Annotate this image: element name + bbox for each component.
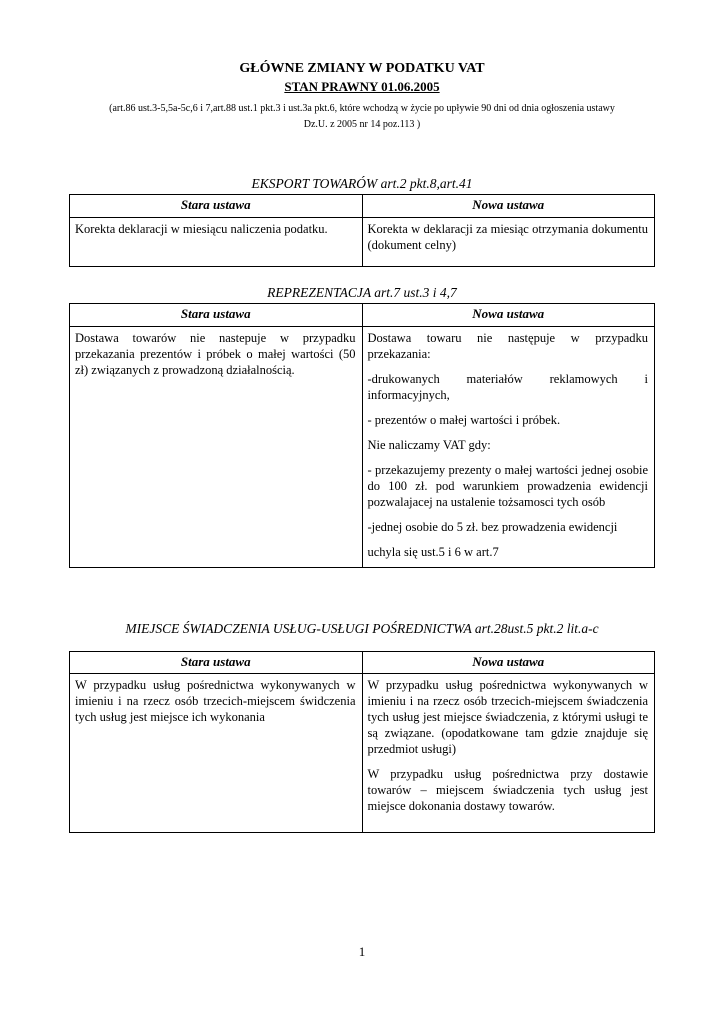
table-row [70, 217, 655, 266]
legal-reference-note-line-2: Dz.U. z 2005 nr 14 poz.113 ) [303, 118, 421, 130]
paragraph: W przypadku usług pośrednictwa przy dostawie towarów – miejscem świadczenia tych usług jest miejsce dokonania dostawy towarów. [367, 767, 648, 814]
paragraph: -jednej osobie do 5 zł. bez prowadzenia ewidencji [367, 520, 618, 535]
section-eksport-towarow [69, 175, 655, 267]
paragraph: W przypadku usług pośrednictwa wykonywanych w imieniu i na rzecz osób trzecich-miejscem świdczenia tych usług jest miejsce ich wykonania [75, 678, 356, 725]
legal-reference-note-line-1: (art.86 ust.3-5,5a-5c,6 i 7,art.88 ust.1 pkt.3 i ust.3a pkt.6, które wchodzą w życie po upływie 90 dni od dnia ogłoszenia ustawy [109, 102, 615, 114]
document-subtitle: STAN PRAWNY 01.06.2005 [284, 78, 440, 94]
paragraph: Dostawa towaru nie następuje w przypadku przekazania: [367, 331, 648, 362]
cell-new-law [362, 327, 655, 568]
paragraph: - przekazujemy prezenty o małej wartości jednej osobie do 100 zł. pod warunkiem prowadzenia ewidencji pozwalajacej na ustalenie tożsamosci tych osób [367, 463, 648, 510]
cell-new-law [362, 674, 655, 833]
comparison-table-reprezentacja [69, 303, 655, 568]
table-header-row [70, 195, 655, 218]
cell-old-law [70, 327, 363, 568]
section-title-reprezentacja: REPREZENTACJA art.7 ust.3 i 4,7 [267, 284, 457, 300]
table-header-row [70, 651, 655, 674]
paragraph: Dostawa towarów nie nastepuje w przypadku przekazania prezentów i próbek o małej wartości (50 zł) związanych z prowadzoną działalnością. [75, 331, 356, 378]
paragraph: W przypadku usług pośrednictwa wykonywanych w imieniu i na rzecz osób trzecich-miejscem świadczenia tych usług jest miejsce świadczenia, z którymi usługi te są związane. (opodatkowane tam gdzie znajduje się przedmiot usługi) [367, 678, 648, 757]
column-header-old-law: Stara ustawa [70, 195, 363, 218]
section-title-miejsce-swiadczenia [69, 620, 655, 638]
table-header-row [70, 304, 655, 327]
column-header-old-law: Stara ustawa [70, 304, 363, 327]
section-miejsce-swiadczenia [69, 620, 655, 833]
page-number: 1 [358, 944, 366, 959]
cell-new-law [362, 217, 655, 266]
column-header-new-law: Nowa ustawa [362, 304, 655, 327]
paragraph: -drukowanych materiałów reklamowych i informacyjnych, [367, 372, 648, 403]
cell-old-law [70, 217, 363, 266]
table-row [70, 327, 655, 568]
document-title: GŁÓWNE ZMIANY W PODATKU VAT [239, 61, 485, 76]
paragraph: uchyla się ust.5 i 6 w art.7 [367, 545, 499, 560]
comparison-table-eksport [69, 194, 655, 267]
paragraph: Korekta w deklaracji za miesiąc otrzymania dokumentu (dokument celny) [367, 221, 648, 252]
table-row [70, 674, 655, 833]
section-title-eksport: EKSPORT TOWARÓW art.2 pkt.8,art.41 [251, 175, 473, 191]
paragraph: - prezentów o małej wartości i próbek. [367, 413, 561, 428]
column-header-old-law: Stara ustawa [70, 651, 363, 674]
comparison-table-miejsce-swiadczenia [69, 651, 655, 834]
section-title-line-2: art.28ust.5 pkt.2 lit.a-c [474, 621, 599, 637]
paragraph: Korekta deklaracji w miesiącu naliczenia podatku. [75, 221, 328, 236]
column-header-new-law: Nowa ustawa [362, 195, 655, 218]
legal-reference-note [69, 101, 655, 133]
paragraph: Nie naliczamy VAT gdy: [367, 438, 491, 453]
section-reprezentacja [69, 284, 655, 568]
section-title-line-1: MIEJSCE ŚWIADCZENIA USŁUG-USŁUGI POŚREDNICTWA [125, 621, 472, 637]
cell-old-law [70, 674, 363, 833]
column-header-new-law: Nowa ustawa [362, 651, 655, 674]
